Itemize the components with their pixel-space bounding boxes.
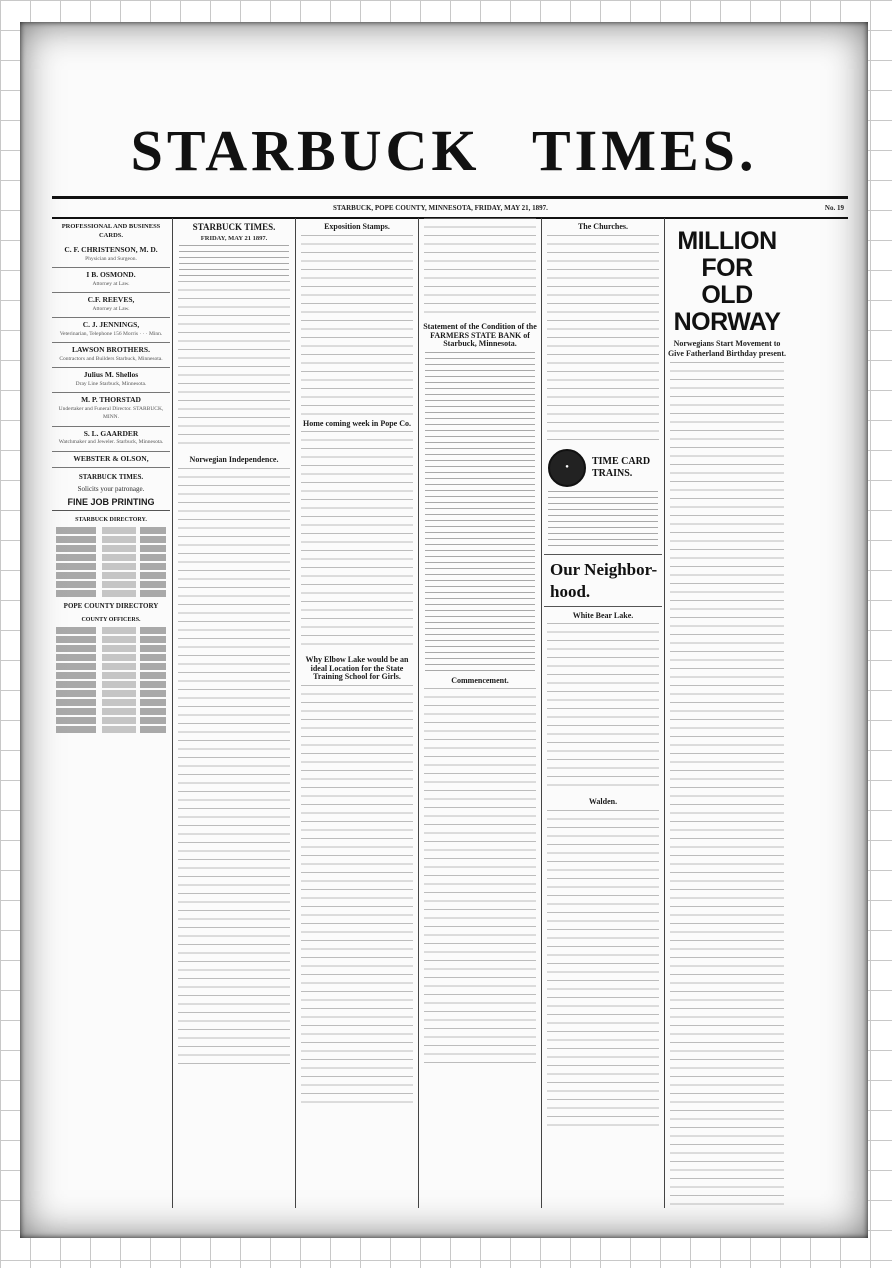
card-name: C.F. REEVES, [87,295,135,304]
card-line: Attorney at Law. [92,305,130,312]
column-rule [172,218,173,1208]
directory-line [56,663,166,670]
directory-line [56,708,166,715]
col2-head1: Norwegian Independence. [189,455,279,464]
newspaper-page [20,22,868,1238]
dateline-bar [52,196,848,219]
cards-heading: PROFESSIONAL AND BUSINESS CARDS. [61,223,161,239]
time-card-title [592,456,650,480]
card-name: C. J. JENNINGS, [82,320,140,329]
text-block [547,810,659,1130]
time-card-line2: TRAINS. [592,467,633,479]
col2-title: STARBUCK TIMES. [192,222,276,232]
card-line: Watchmaker and Jeweler. Starbuck, Minnesota. [58,439,164,445]
train-schedule [548,491,658,551]
card-7 [52,427,170,452]
column-news [298,218,416,1208]
col4-head2: Commencement. [451,675,509,685]
col5-head2: White Bear Lake. [572,610,634,620]
text-block [547,235,659,445]
col4-head1: Statement of the Condition of the FARMERS STATE BANK of Starbuck, Minnesota. [423,322,537,348]
col5-head1: The Churches. [577,222,629,231]
feature-headline-2: OLD NORWAY [673,281,781,336]
directory-line [56,590,166,597]
directory-line [56,654,166,661]
card-line: Physician and Surgeon. [85,255,137,262]
divider [544,606,662,607]
col3-head3: Why Elbow Lake would be an ideal Location for the State Training School for Girls. [305,655,409,681]
card-line: Contractors and Builders Starbuck, Minnesota. [59,355,163,362]
column-editorial [175,218,293,1208]
text-block [670,362,784,1208]
column-churches [544,218,662,1208]
card-name: M. P. THORSTAD [81,395,141,404]
card-line: Veterinarian, Telephone 156 Morris · · · Minn. [59,330,163,337]
directory-line [56,681,166,688]
time-card [548,449,658,487]
feature-headline-1: MILLION FOR [677,227,777,282]
feature-subhead: Norwegians Start Movement to Give Fatherland Birthday present. [667,339,787,358]
card-3 [52,318,170,343]
directory-line [56,690,166,697]
column-rule [664,218,665,1208]
directory-line [56,581,166,588]
card-name: I B. OSMOND. [86,270,136,279]
divider [544,554,662,555]
column-feature [667,218,787,1208]
ad-title: STARBUCK TIMES. [78,473,144,481]
text-block [178,468,290,1068]
text-block [178,281,290,451]
text-block [547,623,659,793]
column-rule [295,218,296,1208]
text-block [424,688,536,1068]
column-bank [421,218,539,1208]
col5-neighborhood: Our Neighbor-hood. [550,559,658,601]
column-rule [541,218,542,1208]
time-card-line1: TIME CARD [592,455,651,467]
issue-number: No. 19 [824,204,844,212]
card-line: Dray Line Starbuck, Minnesota. [75,380,147,387]
directory-line [56,527,166,534]
directory-line [56,627,166,634]
card-2 [52,293,170,318]
masthead-title: STARBUCK TIMES. [130,118,758,183]
divider [52,510,170,511]
dateline-text: STARBUCK, POPE COUNTY, MINNESOTA, FRIDAY, MAY 21, 1897. [333,204,548,212]
col3-head2: Home coming week in Pope Co. [303,418,411,428]
bank-statement-table [425,352,535,672]
directory-line [56,699,166,706]
card-name: Julius M. Shellos [83,370,139,379]
card-4 [52,343,170,368]
card-0 [52,243,170,268]
ad-line1: Solicits your patronage. [77,484,145,493]
column-business-cards [52,218,170,1208]
card-name: WEBSTER & OLSON, [73,453,149,463]
card-6 [52,393,170,427]
column-rule [418,218,419,1208]
text-block [424,218,536,318]
col3-head1: Exposition Stamps. [324,222,390,231]
ad-line2: FINE JOB PRINTING [67,497,155,507]
directory-line [56,545,166,552]
directory-line [56,536,166,543]
card-name: C. F. CHRISTENSON, M. D. [64,245,158,254]
directory-line [56,636,166,643]
directory-line [56,645,166,652]
directory-line [56,554,166,561]
directory-line [56,726,166,733]
directory-line [56,572,166,579]
card-5 [52,368,170,393]
officers-heading: COUNTY OFFICERS. [81,616,141,623]
directory-line [56,563,166,570]
text-block [301,685,413,1105]
col5-head3: Walden. [588,797,618,806]
directory-heading: STARBUCK DIRECTORY. [75,516,147,523]
card-line: Attorney at Law. [92,280,130,287]
col2-date: FRIDAY, MAY 21 1897. [200,234,268,242]
card-name: S. L. GAARDER [83,428,139,438]
directory-line [56,672,166,679]
subscription-block [179,245,289,279]
card-8 [52,452,170,469]
railroad-logo-icon: ● [548,449,586,487]
pope-heading: POPE COUNTY DIRECTORY [63,602,159,610]
card-line: Undertaker and Funeral Director. STARBUCK, MINN. [58,405,164,420]
card-1 [52,268,170,293]
card-name: LAWSON BROTHERS. [72,345,150,354]
directory-line [56,717,166,724]
text-block [301,431,413,651]
text-block [301,235,413,415]
